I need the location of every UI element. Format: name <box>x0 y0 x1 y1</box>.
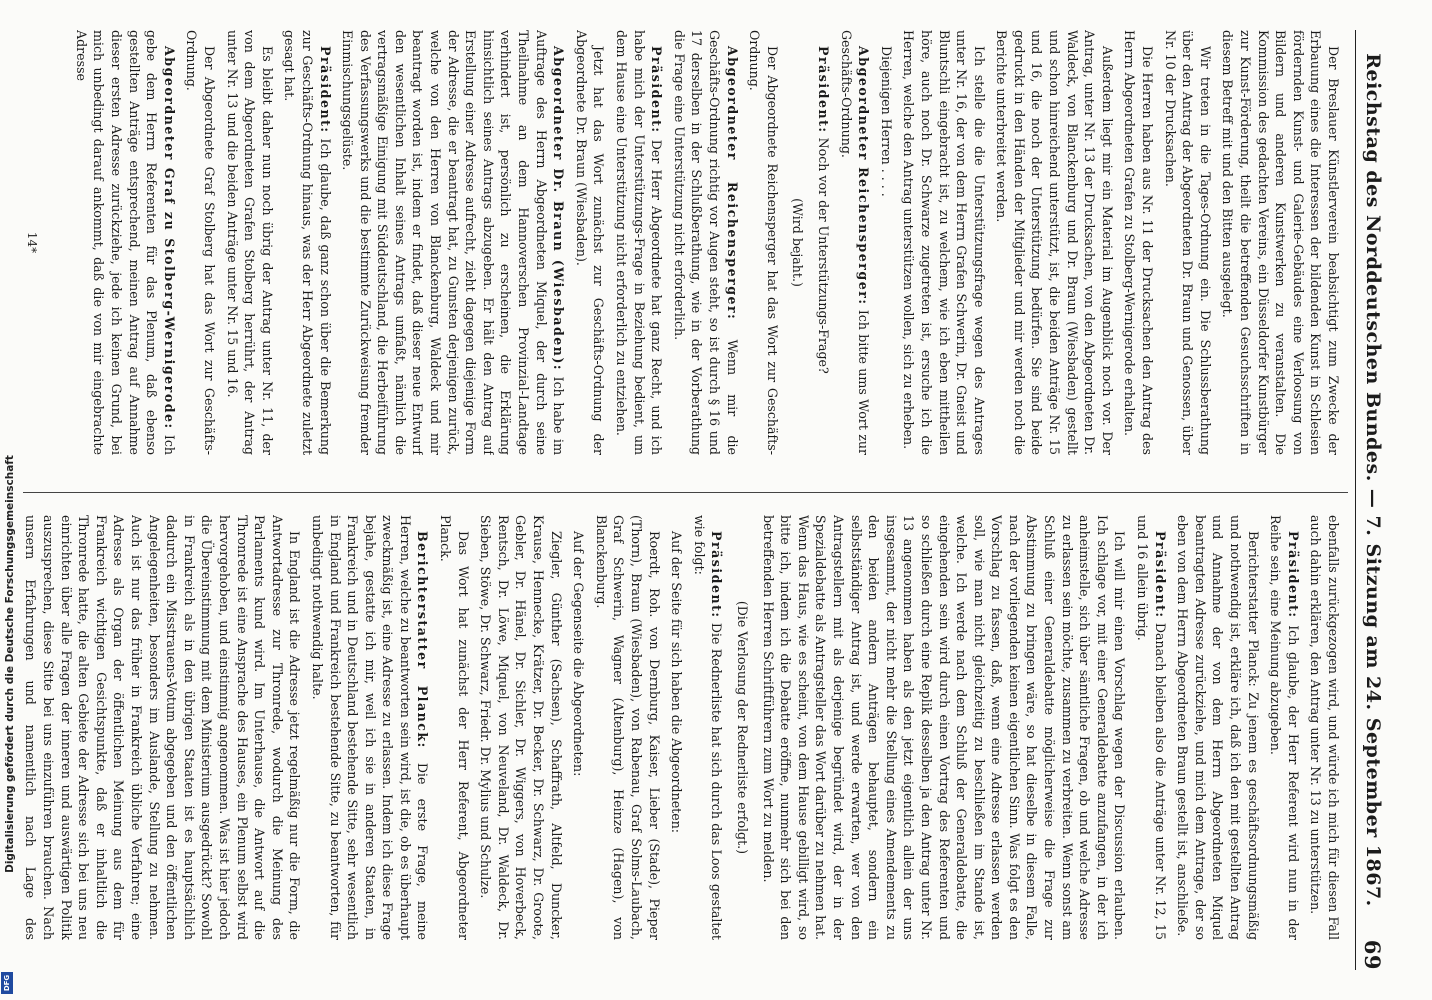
speaker-name: Präsident: <box>317 46 333 134</box>
column-divider <box>23 492 1348 493</box>
speech-text: Ich habe im Auftrage des Herrn Abgeordneten Miquel, der durch seine Theilnahme an dem Hannoverschen Provinzial-Landtage verhindert ist, persönlich zu erscheinen, die Erklärung hinsichtlich seines Antrags abzugeben. Er hält den Antrag auf Erstellung einer Adresse aufrecht, zieht dagegen diejenige Form der Adresse, die er beantragt hat, zu Gunsten derjenigen zurück, welche von den Herren von Blanckenburg, Waldeck und mir beantragt worden ist, indem er findet, daß dieser neue Entwurf den wesentlichen Inhalt seines Antrags umfaßt, nämlich die vertragsmäßige Einigung mit Süddeutschland, die Herbeiführung des Verfassungswerks und die bestimmte Zurückweisung fremder Einmischungsgelüste. <box>340 30 567 455</box>
speech <box>814 30 832 455</box>
speech-text: Ich gebe dem Herrn Referenten für das Plenum, daß ebenso gestellten Anträge entsprechend, meinen Antrag auf Annahme dieser ersten Adresse zurückziehe, jede ich keinen Grund, bei mich unbedingt darauf ankommt, daß die von mir eingebrachte Adresse <box>73 30 177 455</box>
list-intro: Auf der Gegenseite die Abgeordneten: <box>571 531 587 777</box>
speaker-name: Abgeordneter Reichensperger: <box>856 46 872 306</box>
rotated-document-page <box>0 30 1390 970</box>
dfg-logo-text: DFG <box>3 974 11 992</box>
paragraph: ebenfalls zurückgezogen wird, und würde ich mich für diesen Fall auch dahin erklären, den Antrag unter Nr. 13 zu unterstützen. <box>1308 515 1341 940</box>
dfg-logo-icon <box>1 972 13 994</box>
speech-text: Ich bitte ums Wort zur Geschäfts-Ordnung. <box>838 30 872 455</box>
speech-text: Die Rednerliste hat sich durch das Loos gestaltet wie folgt: <box>691 515 725 940</box>
page-header <box>1355 30 1390 970</box>
left-column <box>22 30 1342 455</box>
paragraph: Berichterstatter Planck: Zu jenem es geschäftsordnungsmäßig und nothwendig ist, erkläre ich, daß ich den mit gestellten Antrag und Annahme der von dem Herrn Abgeordneten Miquel beantragten Adresse zurückziehe, und mich dem Antrage, der so eben von dem Herrn Abgeordneten Braun gestellt ist, anschließe. <box>1175 515 1261 940</box>
speech-text: Ich glaube, der Herr Referent wird nun in der Reihe sein, eine Meinung abzugeben. <box>1268 515 1301 940</box>
speech <box>690 515 725 940</box>
speech <box>281 30 334 455</box>
paragraph: Ich will mir einen Vorschlag wegen der Discussion erlauben. Ich schlage vor, mit einer Generaldebatte anzufangen, in der ich anheimstelle, sich über sämtliche Fragen, ob und welche Adresse zu erlassen sein möchte, zusammen zu verbreiten. Wenn sonst am Schluß einer Generaldebatte möglicherweise die Frage zur Abstimmung zu bringen wäre, so hat dieselbe in diesem Falle, nach der vorliegenden keinen eigentlichen Sinn. Was folgt es den Vorschlag zu fassen, daß, wenn eine Adresse erlassen werden soll, wie man nicht gleichzeitig zu beschließen im Stande ist, welche. Ich werde nach dem Schluß der Generaldebatte, die eingehenden sein wird durch einen Vortrag des Referenten und so schließen durch eine Replik desselben ja den Antrag unter Nr. 13 angenommen haben als den jetzt eigentlich allein der uns insgesammt, der nicht mehr die Stellung eines Amendements zu den beiden andern Anträgen behauptet, sondern ein selbstständiger Antrag ist, und werde erwarten, wer von den Antragstellern mit als derjenige begründet wird, der in der Spezialdebatte als Antragsteller das Wort darüber zu nehmen hat. Wenn das Haus, wie es scheint, von dem Hause gebilligt wird, so bitte ich, indem ich die Debatte eröffne, nunmehr sich bei den betreffenden Herren Schriftführern zum Wort zu melden. <box>760 515 1128 940</box>
speaker-list-for: Roerdt, Roh. von Dernburg, Kaiser, Lieber (Stade), Pieper (Thorn), Braun (Wiesbaden), von Rabenau, Graf Solms-Laubach, Graf Schwerin, Wagner (Altenburg), Heinze (Hagen), von Blanckenburg. <box>593 515 662 940</box>
right-column <box>22 515 1342 940</box>
speech-text: Der Herr Abgeordnete hat ganz Recht, und ich habe mich der Unterstützungs-Frage in Beziehung bedient, um dem Hause eine Unterstützung nicht erforderlich zu entziehen. <box>614 30 665 455</box>
speaker-list-against: Ziegler, Günther (Sachsen), Schaffrath, Altfeld, Duncker, Krause, Hennecke, Krätzer, Dr. Becker, Dr. Schwarz, Dr. Groote, Gebler, Dr. Hänel, Dr. Sichler, Dr. Wiggers, von Hoverbeck, Rentsch, Dr. Löwe, Miquel, von Neuveland, Dr. Waldeck, Dr. Sieben, Stöwe, Dr. Schwarz, Friedr. Dr. Mylius und Schulze. <box>478 515 564 940</box>
list-intro: Auf der Seite für sich haben die Abgeordneten: <box>669 531 685 834</box>
paragraph: Der Abgeordnete Graf Stolberg hat das Wort zur Geschäfts-Ordnung. <box>184 30 217 455</box>
paragraph: Der Breslauer Künstlerverein beabsichtigt zum Zwecke der Erbauung eines die Interessen der bildenden Kunst in Schlesien fördernden Kunst- und Galerie-Gebäudes eine Verloosung von Bildern und anderen Kunstwerken zu veranstalten. Die Kommission des gedachten Vereins, ein Düsseldorfer Kunstbürger zur Kunst-Förderung, theilt die betreffenden Gesuchsschriften in diesem Betreff mit und den Bitten ausgelegt. <box>1220 30 1341 455</box>
speech-text: Die erste Frage, meine Herren, welche zu beantworten sein wird, ist die, ob es überhaupt zweckmäßig ist, eine Adresse zu erlassen. Indem ich diese Frage bejahe, gestatte ich mir, weil ich sie in anderen Staaten, in Frankreich und in Deutschland bestehende Sitte, sehr wesentlich in England und Frankreich bestehende Sitte, zu beantworten, für unbedingt nothwendig halte. <box>309 515 431 940</box>
signature-mark: 14* <box>24 231 39 254</box>
paragraph: Jetzt hat das Wort zunächst zur Geschäfts-Ordnung der Abgeordnete Dr. Braun (Wiesbaden). <box>573 30 607 455</box>
speech <box>670 30 740 455</box>
speaker-name: Abgeordneter Dr. Braun (Wiesbaden): <box>551 46 567 372</box>
speaker-name: Berichterstatter Planck: <box>415 531 431 749</box>
speaker-name: Abgeordneter Graf zu Stolberg-Wernigerode: <box>161 46 177 430</box>
paragraph: Ich stelle die die Unterstützungsfrage wegen des Antrages unter Nr. 16, der von dem Herrn Grafen Schwerin, Dr. Gneist und Bluntschli eingebracht ist, zu welchem, wie ich eben mittheilen höre, auch noch Dr. Schwarze zugetreten ist, ersuche ich die Herren, welche den Antrag unterstützen wollen, sich zu erheben. <box>901 30 987 455</box>
speech-text: Ich glaube, daß ganz schon über die Bemerkung zur Geschäfts-Ordnung hinaus, was der Herr Abgeordnete zuletzt gesagt hat. <box>282 30 333 455</box>
speech-text: Danach bleiben also die Anträge unter Nr. 12, 15 und 16 allein übrig. <box>1135 515 1168 940</box>
speaker-name: Präsident: <box>709 531 725 619</box>
speaker-name: Präsident: <box>1152 531 1168 619</box>
speech <box>308 515 431 940</box>
speech <box>612 30 665 455</box>
margin-credit-strip <box>0 0 14 1000</box>
paragraph: In England ist die Adresse jetzt regelmäßig nur die Form, die Antwortadresse zur Thronrede, wodurch die Meinung des Parlaments kund wird. Im Unterhause, die Antwort auf die Thronrede ist eine Ansprache des Hauses, ein Plenum selbst wird hervorgehoben, und einstimmig angenommen. Was ist hier jedoch die Übereinstimmung mit dem Ministerium ausgedrückt? Sowohl in Frankreich als in den übrigen Staaten ist es hauptsächlich dadurch ein Misstrauens-Votum abgegeben und den öffentlichen Angelegenheiten, besonders im Auslande, Stellung zu nehmen. Auch ist nur das früher in Frankreich übliche Verfahren; eine Adresse als Organ der öffentlichen Meinung aus dem für Frankreich wichtigen Gesichtspunkte, daß er inhaltlich die Thronrede hatte, die alten Gebiete der Adresse sich bei uns neu einrichten über alle Fragen der inneren und auswärtigen Politik auszusprechen, diese Sitte bei uns einzuführen brauchen. Nach unsern Erfahrungen und namentlich nach Lage des <box>23 515 303 940</box>
speaker-name: Präsident: <box>815 46 831 134</box>
page-number: 69 <box>1360 939 1386 970</box>
paragraph: Das Wort hat zunächst der Herr Referent, Abgeordneter Planck. <box>438 515 471 940</box>
interjection: (Wird bejaht.) <box>790 198 806 287</box>
speech-text: Wenn mir die Geschäfts-Ordnung richtig vor Augen steht, so ist durch § 16 und 17 derselben in der Schlußberathung, wie in der Vorberathung die Frage eine Unterstützung nicht erforderlich. <box>671 30 740 455</box>
paragraph: Diejenigen Herren . . . . <box>878 46 894 197</box>
interjection: (Die Verlosung der Rednerliste erfolgt.) <box>735 600 750 855</box>
paragraph: Außerdem liegt mir ein Material im Augenblick noch vor. Der Antrag, unter Nr. 13 der Drucksachen, von den Abgeordneten Dr. Waldeck, von Blanckenburg und Dr. Braun (Wiesbaden) gestellt und schon hinreichend unterstützt, ist, die beiden Anträge Nr. 15 und 16, die noch der Unterstützung bedürfen. Sie sind beide gedruckt in den Händen der Mitglieder und mir werden noch die Berichte unterbreitet werden. <box>994 30 1115 455</box>
speech <box>1267 515 1302 940</box>
speech <box>1133 515 1168 940</box>
speaker-name: Präsident: <box>1285 531 1301 619</box>
running-head: Reichstag des Norddeutschen Bundes. — 7. Sitzung am 24. September 1867. <box>1362 53 1384 907</box>
paragraph: Wir treten in die Tages-Ordnung ein. Die Schlussberathung über den Antrag der Abgeordneten Dr. Braun und Genossen, über Nr. 10 der Drucksachen. <box>1162 30 1213 455</box>
dfg-credit-text: Digitalisierung gefördert durch die Deutsche Forschungsgemeinschaft <box>4 455 16 873</box>
speech <box>339 30 568 455</box>
speech <box>72 30 178 455</box>
speech-text: Noch vor der Unterstützungs-Frage? <box>815 137 831 374</box>
speech <box>837 30 872 455</box>
paragraph: Die Herren haben aus Nr. 11 der Drucksachen den Antrag des Herrn Abgeordneten Grafen zu Stolberg-Wernigerode erhalten. <box>1122 30 1156 455</box>
speaker-name: Abgeordneter Reichensperger: <box>724 46 740 321</box>
paragraph: Der Abgeordnete Reichensperger hat das Wort zur Geschäfts-Ordnung. <box>747 30 780 455</box>
paragraph: Es bleibt daher nun noch übrig der Antrag unter Nr. 11, der von dem Abgeordneten Grafen Stolberg herrührt, der Antrag unter Nr. 13 und die beiden Anträge unter Nr. 15 und 16. <box>224 30 275 455</box>
speaker-name: Präsident: <box>649 46 665 134</box>
